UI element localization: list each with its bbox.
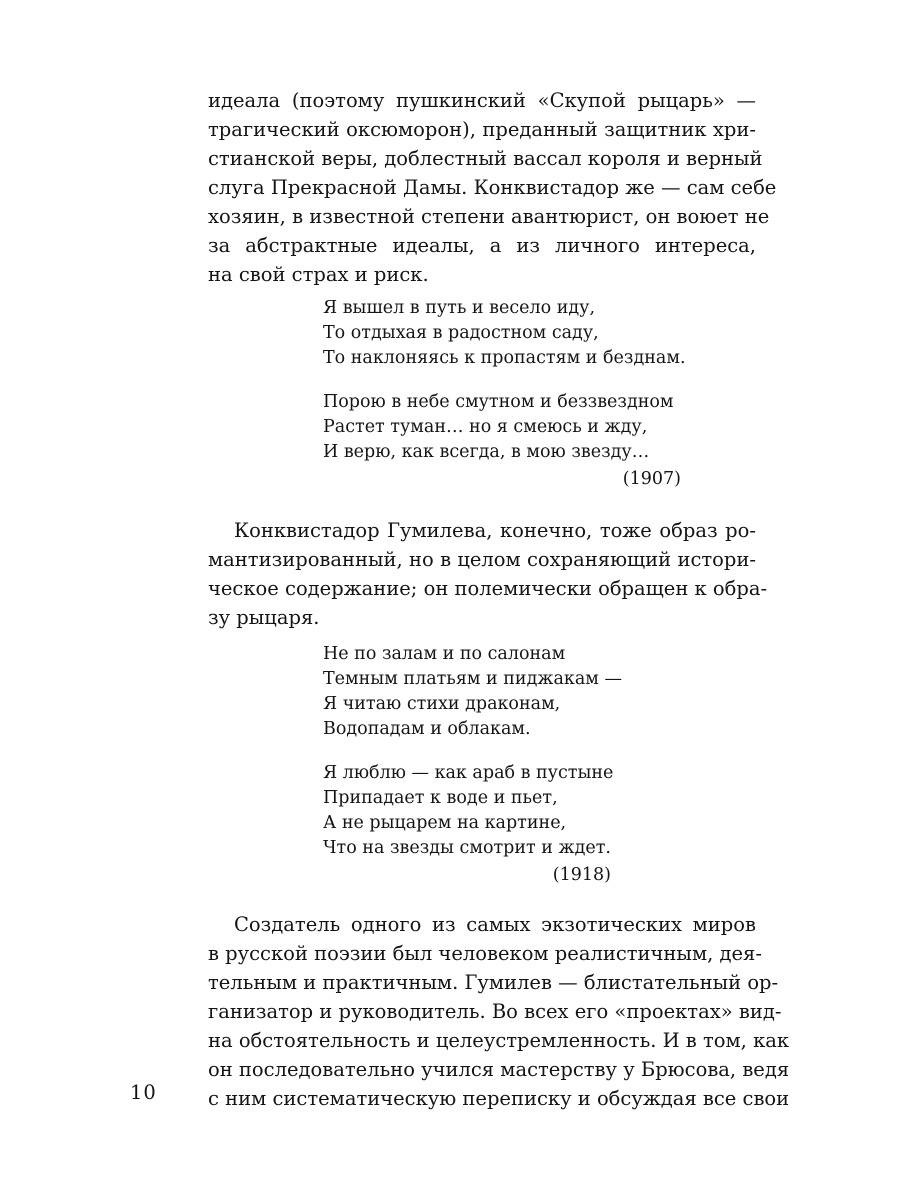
text-line: на свой страх и риск. <box>208 263 429 286</box>
verse-line: Я читаю стихи драконам, <box>323 694 561 714</box>
verse-line: Я вышел в путь и весело иду, <box>323 298 596 318</box>
text-line: за абстрактные идеалы, а из личного интереса, <box>208 234 756 257</box>
verse-line: Растет туман… но я смеюсь и жду, <box>323 417 648 437</box>
verse-line: А не рыцарем на картине, <box>323 813 567 833</box>
text-line: слуга Прекрасной Дамы. Конквистадор же — сам себе <box>208 176 777 199</box>
text-line: Конквистадор Гумилева, конечно, тоже образ ро- <box>234 519 756 542</box>
verse-line: Что на звезды смотрит и ждет. <box>323 838 611 858</box>
paragraph-2 <box>208 516 768 632</box>
poem-2-year: (1918) <box>552 865 611 885</box>
verse-line: Я люблю — как араб в пустыне <box>323 763 614 783</box>
verse-line: То отдыхая в радостном саду, <box>323 323 599 343</box>
text-line: в русской поэзии был человеком реалистичным, дея- <box>208 942 762 965</box>
verse-line: И верю, как всегда, в мою звезду… <box>323 442 650 462</box>
poem-1-year: (1907) <box>622 469 681 489</box>
poem-2-stanza-1 <box>323 642 622 742</box>
poem-1 <box>323 296 686 492</box>
paragraph-3 <box>208 910 790 1113</box>
poem-2-stanza-2 <box>323 761 614 861</box>
text-line: хозяин, в известной степени авантюрист, он воюет не <box>208 205 770 228</box>
text-line: ганизатор и руководитель. Во всех его «проектах» вид- <box>208 1000 782 1023</box>
verse-line: Не по залам и по салонам <box>323 644 566 664</box>
poem-1-stanza-2 <box>323 390 681 465</box>
verse-line: Припадает к воде и пьет, <box>323 788 558 808</box>
text-line: зу рыцаря. <box>208 606 320 629</box>
text-line: мантизированный, но в целом сохраняющий истори- <box>208 548 756 571</box>
poem-2 <box>323 642 622 888</box>
verse-line: То наклоняясь к пропастям и безднам. <box>323 348 686 368</box>
text-line: трагический оксюморон), преданный защитник хри- <box>208 118 756 141</box>
text-line: стианской веры, доблестный вассал короля и верный <box>208 147 763 170</box>
text-line: тельным и практичным. Гумилев — блистательный ор- <box>208 971 779 994</box>
text-line: на обстоятельность и целеустремленность. И в том, как <box>208 1029 790 1052</box>
poem-1-stanza-1 <box>323 296 686 371</box>
text-line: ческое содержание; он полемически обращен к обра- <box>208 577 768 600</box>
paragraph-1 <box>208 86 777 289</box>
text-line: идеала (поэтому пушкинский «Скупой рыцарь» — <box>208 89 756 112</box>
verse-line: Водопадам и облакам. <box>323 719 531 739</box>
verse-line: Темным платьям и пиджакам — <box>323 669 622 689</box>
text-line: он последовательно учился мастерству у Брюсова, ведя <box>208 1058 790 1081</box>
page-number: 10 <box>130 1081 157 1104</box>
text-line: с ним систематическую переписку и обсуждая все свои <box>208 1087 790 1110</box>
text-line: Создатель одного из самых экзотических миров <box>234 913 756 936</box>
verse-line: Порою в небе смутном и беззвездном <box>323 392 674 412</box>
